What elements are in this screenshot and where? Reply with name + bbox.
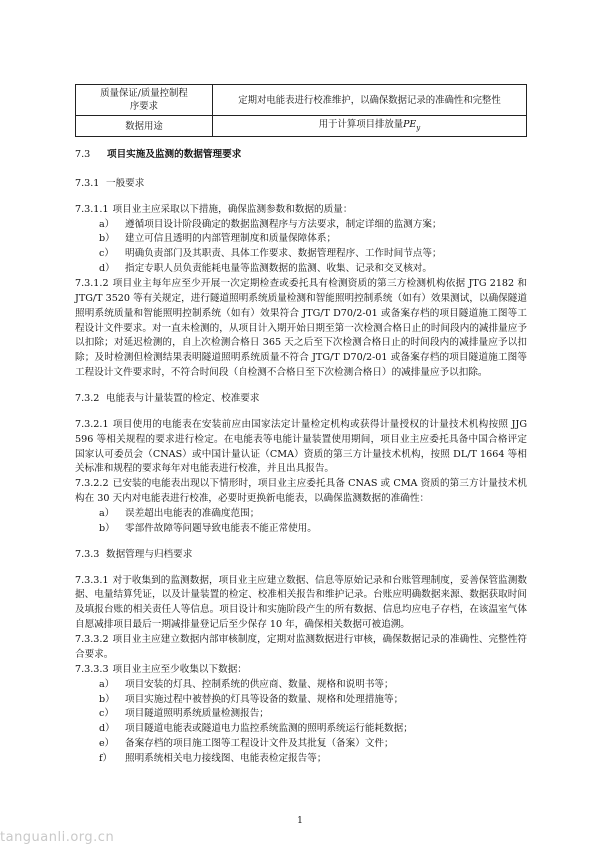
list-marker: a） [99, 508, 115, 520]
formula-subscript: y [416, 124, 421, 133]
clause-number: 7.3.2.2 [75, 478, 109, 490]
list-item [75, 232, 527, 247]
list-item [75, 707, 527, 722]
section-number: 7.3 [75, 149, 91, 160]
list-item [75, 247, 527, 262]
list-marker: d） [99, 723, 115, 735]
table-cell-label [76, 116, 213, 137]
clause-text: 项目业主应采取以下措施，确保监测参数和数据的质量： [112, 203, 353, 215]
subsection-title: 电能表与计量装置的检定、校准要求 [106, 393, 260, 405]
subsection-heading [75, 177, 527, 192]
list-item [75, 737, 527, 752]
list-text: 遵循项目设计阶段确定的数据监测程序与方法要求，制定详细的监测方案； [125, 218, 442, 230]
subsection-heading [75, 548, 527, 563]
list-item [75, 678, 527, 693]
section-title: 项目实施及监测的数据管理要求 [107, 149, 242, 160]
table-cell-label-line: 数据用途 [125, 120, 163, 132]
list-item [75, 218, 527, 233]
list-marker: b） [99, 693, 115, 705]
clause [75, 203, 527, 218]
list-text: 照明系统相关电力接线图、电能表检定报告等； [125, 752, 327, 764]
list-item [75, 722, 527, 737]
table-cell-value: 定期对电能表进行校准维护，以确保数据记录的准确性和完整性 [213, 85, 527, 116]
list-marker: a） [99, 678, 115, 690]
list-marker: b） [99, 233, 115, 245]
subsection-title: 一般要求 [106, 177, 145, 189]
list-text: 项目隧道电能表或隧道电力监控系统监测的照明系统运行能耗数据； [125, 723, 413, 735]
section-heading [75, 148, 527, 163]
clause-text: 项目业主应至少收集以下数据： [112, 663, 247, 675]
clause-text: 项目业主每年应至少开展一次定期检查或委托具有检测资质的第三方检测机构依据 JTG 2182 和 JTG/T 3520 等有关规定，进行隧道照明系统质量检测和智能照明控制系统（如有）效果测试，以确保隧道照明系统质量和智能照明控制系统（如有）效果符合 JTG/T D70/2-01 或备案存档的项目隧道施工图等工程设计文件要求。对一直未检测的，从项目计入期开始日期至第一次检测合格日止的时间段内的减排量应予以扣除；对延迟检测的，自上次检测合格日 365 天之后至下次检测合格日止的时间段内的减排量应予以扣除；及时检测但检测结果表明隧道照明系统质量不符合 JTG/T D70/2-01 或备案存档的项目隧道施工图等工程设计文件要求时，不符合时间段（自检测不合格日至下次检测合格日）的减排量应予以扣除。 [75, 278, 527, 379]
clause-number: 7.3.3.2 [75, 634, 109, 646]
clause [75, 477, 527, 507]
list-text: 备案存档的项目施工图等工程设计文件及其批复（备案）文件； [125, 738, 394, 750]
parameter-table [75, 84, 527, 137]
clause [75, 277, 527, 381]
list-text: 误差超出电能表的准确度范围； [125, 508, 260, 520]
list-text: 项目安装的灯具、控制系统的供应商、数量、规格和说明书等； [125, 678, 394, 690]
clause-number: 7.3.1.2 [75, 278, 109, 290]
watermark: tanguanli.org.cn [0, 830, 115, 845]
list-marker: a） [99, 218, 115, 230]
list-marker: d） [99, 263, 115, 275]
table-cell-value [213, 116, 527, 137]
clause-number: 7.3.1.1 [75, 203, 109, 215]
list-marker: e） [99, 738, 115, 750]
clause [75, 418, 527, 477]
list-text: 建立可信且透明的内部管理制度和质量保障体系； [125, 233, 337, 245]
table-cell-label-line: 序要求 [129, 101, 159, 113]
list-item [75, 507, 527, 522]
clause-text: 对于收集到的监测数据，项目业主应建立数据、信息等原始记录和台账管理制度，妥善保管监测数据、电量结算凭证，以及计量装置的检定、校准相关报告和维护记录。台账应明确数据来源、数据获取时间及填报台账的相关责任人等信息。项目设计和实施阶段产生的所有数据、信息均应电子存档，在该温室气体自愿减排项目最后一期减排量登记后至少保存 10 年，确保相关数据可被追溯。 [75, 574, 527, 631]
list-item [75, 693, 527, 708]
subsection-title: 数据管理与归档要求 [106, 548, 193, 560]
page-number: 1 [297, 816, 303, 826]
list-item [75, 262, 527, 277]
list-item [75, 522, 527, 537]
value-prefix: 用于计算项目排放量 [318, 119, 404, 131]
subsection-heading [75, 392, 527, 407]
list-marker: f） [99, 752, 113, 764]
table-cell-label [76, 85, 213, 116]
table-cell-label-line: 质量保证/质量控制程 [100, 88, 188, 99]
table-row [76, 85, 527, 116]
list-text: 明确负责部门及其职责、具体工作要求、数据管理程序、工作时间节点等； [125, 248, 442, 260]
formula-symbol [403, 119, 421, 133]
subsection-number: 7.3.3 [75, 548, 100, 560]
clause-number: 7.3.3.1 [75, 574, 109, 586]
list-marker: c） [99, 708, 114, 720]
list-text: 项目隧道照明系统质量检测报告； [125, 708, 269, 720]
subsection-number: 7.3.1 [75, 177, 100, 189]
subsection-number: 7.3.2 [75, 393, 100, 405]
document-body [75, 148, 527, 767]
clause-text: 项目业主应建立数据内部审核制度，定期对监测数据进行审核，确保数据记录的准确性、完整性符合要求。 [75, 634, 527, 660]
clause-text: 项目使用的电能表在安装前应由国家法定计量检定机构或获得计量授权的计量技术机构按照 JJG 596 等相关规程的要求进行检定。在电能表等电能计量装置使用期间，项目业主应委托具备中国合格评定国家认可委员会（CNAS）或中国计量认证（CMA）资质的第三方计量技术机构，按照 DL/T 1664 等相关标准和规程的要求每年对电能表进行校准，并且出具报告。 [75, 418, 527, 475]
list-item [75, 752, 527, 767]
formula-symbol-text: PE [403, 119, 417, 131]
list-text: 指定专职人员负责能耗电量等监测数据的监测、收集、记录和交叉核对。 [125, 263, 432, 275]
clause [75, 633, 527, 663]
clause-number: 7.3.2.1 [75, 418, 109, 430]
clause-number: 7.3.3.3 [75, 663, 109, 675]
list-marker: c） [99, 248, 114, 260]
table-row [76, 116, 527, 137]
list-text: 零部件故障等问题导致电能表不能正常使用。 [125, 522, 317, 534]
list-marker: b） [99, 522, 115, 534]
list-text: 项目实施过程中被替换的灯具等设备的数量、规格和处理措施等； [125, 693, 404, 705]
clause-text: 已安装的电能表出现以下情形时，项目业主应委托具备 CNAS 或 CMA 资质的第三方计量技术机构在 30 天内对电能表进行校准，必要时更换新电能表，以确保监测数据的准确性： [75, 478, 527, 505]
clause [75, 663, 527, 678]
clause [75, 574, 527, 633]
